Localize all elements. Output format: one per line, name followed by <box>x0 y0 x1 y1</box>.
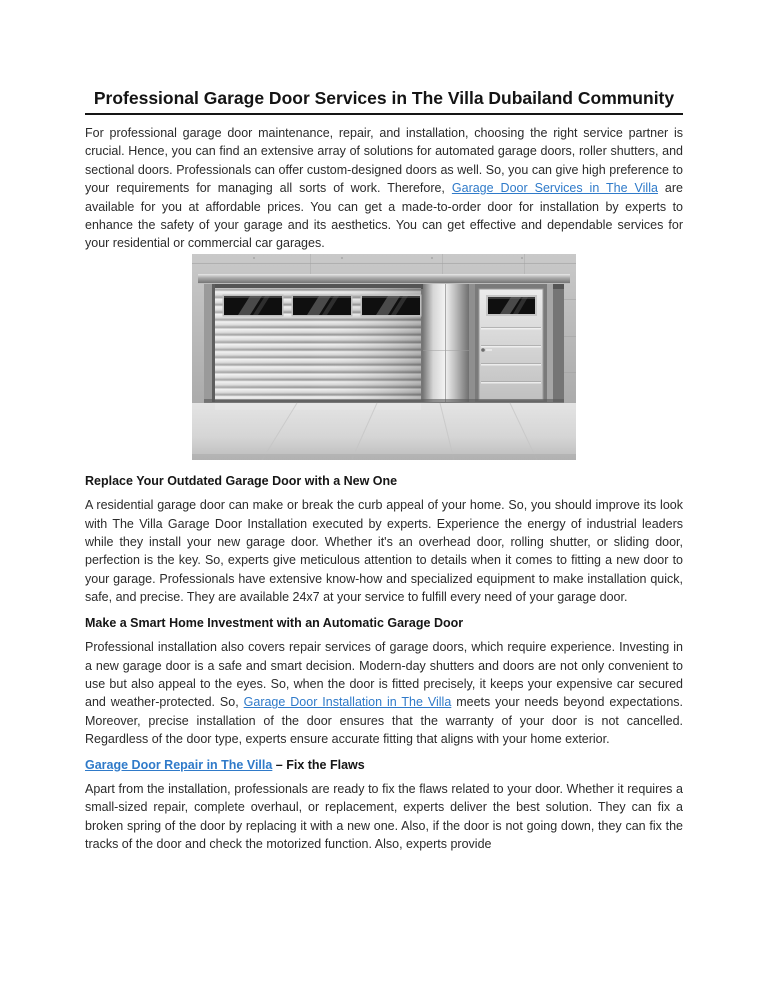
heading-repair-rest: – Fix the Flaws <box>272 757 365 772</box>
heading-smart-investment: Make a Smart Home Investment with an Automatic Garage Door <box>85 615 464 630</box>
intro-text-after: are available for you at affordable prices. You can get a made-to-order door for installation by experts to enhance the safety of your garage and its aesthetics. You can get effective and dependable services for your residential or commercial car garages. <box>85 181 683 251</box>
link-garage-door-repair[interactable]: Garage Door Repair in The Villa <box>85 757 273 772</box>
heading-replace-door: Replace Your Outdated Garage Door with a New One <box>85 473 398 488</box>
heading-repair <box>85 756 683 774</box>
invest-text-before: Professional installation also covers repair services of garage doors, which require experience. Investing in a new garage door is a safe and smart decision. Modern-day shutters and doors are not only convenient to use but also appeal to the eyes. So, when the door is fitted precisely, it keeps your expensive car secured and weather-protected. So, <box>85 640 683 710</box>
link-garage-door-installation[interactable]: Garage Door Installation in The Villa <box>243 695 452 710</box>
intro-text-before: For professional garage door maintenance, repair, and installation, choosing the right service partner is crucial. Hence, you can find an extensive array of solutions for automated garage doors, roller shutters, and sectional doors. Professionals can offer custom-designed doors as well. So, you can give high preference to your requirements for managing all sorts of work. Therefore, <box>85 126 683 196</box>
link-garage-door-services[interactable]: Garage Door Services in The Villa <box>451 181 658 196</box>
title-rule <box>85 113 683 115</box>
paragraph-smart-investment <box>85 638 683 748</box>
garage-door-photo <box>192 254 576 460</box>
paragraph-replace-door: A residential garage door can make or break the curb appeal of your home. So, you should improve its look with The Villa Garage Door Installation executed by experts. Experience the energy of industrial leaders while they install your new garage door. Whether it's an overhead door, rolling shutter, or sliding door, perfection is the key. So, experts give meticulous attention to details when it comes to fitting a new door to your garage. Professionals have extensive know-how and specialized equipment to make installation quick, safe, and precise. They are available 24x7 at your service to fulfill every need of your garage door. <box>85 498 683 605</box>
paragraph-intro <box>85 124 683 253</box>
document-title: Professional Garage Door Services in The Villa Dubailand Community <box>93 88 675 108</box>
paragraph-repair: Apart from the installation, professionals are ready to fix the flaws related to your door. Whether it requires a small-sized repair, complete overhaul, or replacement, experts deliver the best solution. They can fix a broken spring of the door by replacing it with a new one. Also, if the door is not going down, they can fix the tracks of the door and check the motorized function. Also, experts provide <box>85 781 683 852</box>
invest-text-after: meets your needs beyond expectations. Moreover, precise installation of the door ensures that the warranty of your door is not cancelled. Regardless of the door type, experts ensure accurate fitting that aligns with your home exterior. <box>85 695 684 747</box>
garage-door-illustration <box>192 254 576 460</box>
